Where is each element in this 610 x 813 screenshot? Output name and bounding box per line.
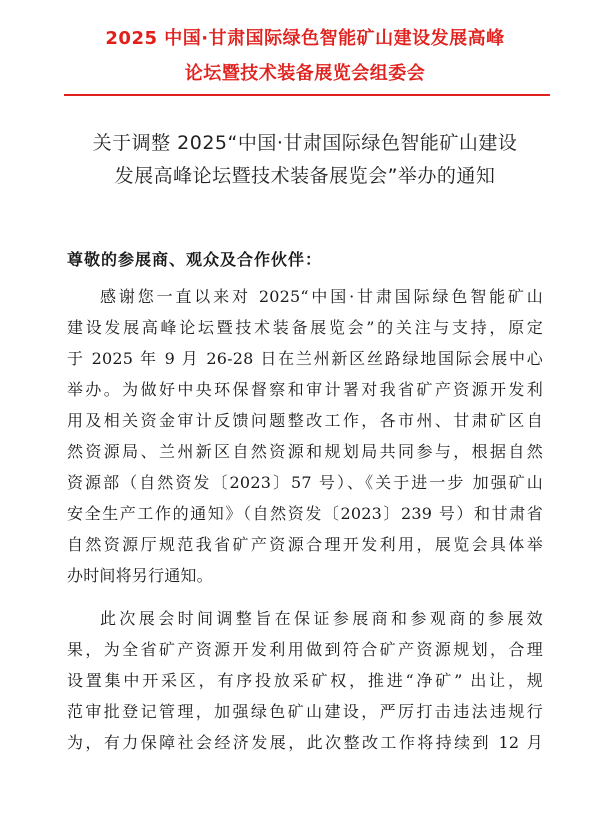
salutation: 尊敬的参展商、观众及合作伙伴：	[67, 250, 323, 269]
paragraph1-line1: 感谢您一直以来对 2025“中国·甘肃国际绿色智能矿山	[100, 287, 543, 306]
organizer-header-line1: 2025 中国·甘肃国际绿色智能矿山建设发展高峰	[105, 28, 505, 49]
notice-title-line1: 关于调整 2025“中国·甘肃国际绿色智能矿山建设	[92, 132, 518, 154]
red-divider-line	[64, 94, 550, 96]
notice-title-line2: 发展高峰论坛暨技术装备展览会”举办的通知	[114, 165, 496, 187]
paragraph1-line2: 建设发展高峰论坛暨技术装备展览会”的关注与支持，原定	[67, 318, 543, 337]
paragraph2-line3: 设置集中开采区，有序投放采矿权，推进“净矿” 出让，规	[67, 671, 543, 690]
paragraph1-line7: 资源部（自然资发〔2023〕57 号）、《关于进一步 加强矿山	[67, 473, 543, 492]
paragraph1-line6: 然资源局、兰州新区自然资源和规划局共同参与，根据自然	[67, 442, 543, 461]
paragraph2-line4: 范审批登记管理，加强绿色矿山建设，严厉打击违法违规行	[67, 702, 543, 721]
paragraph1-line10: 办时间将另行通知。	[67, 566, 213, 585]
paragraph1-line3: 于 2025 年 9 月 26-28 日在兰州新区丝路绿地国际会展中心	[67, 349, 543, 368]
paragraph2-line2: 果，为全省矿产资源开发利用做到符合矿产资源规划，合理	[67, 640, 543, 659]
organizer-header-line2: 论坛暨技术装备展览会组委会	[184, 63, 426, 84]
paragraph1-line8: 安全生产工作的通知》（自然资发〔2023〕239 号）和甘肃省	[67, 504, 543, 523]
paragraph2-line1: 此次展会时间调整旨在保证参展商和参观商的参展效	[100, 609, 543, 628]
paragraph1-line4: 举办。为做好中央环保督察和审计署对我省矿产资源开发利	[67, 380, 543, 399]
paragraph2-line5: 为，有力保障社会经济发展，此次整改工作将持续到 12 月	[67, 733, 543, 752]
paragraph1-line5: 用及相关资金审计反馈问题整改工作，各市州、甘肃矿区自	[67, 411, 543, 430]
paragraph1-line9: 自然资源厅规范我省矿产资源合理开发利用，展览会具体举	[67, 535, 543, 554]
